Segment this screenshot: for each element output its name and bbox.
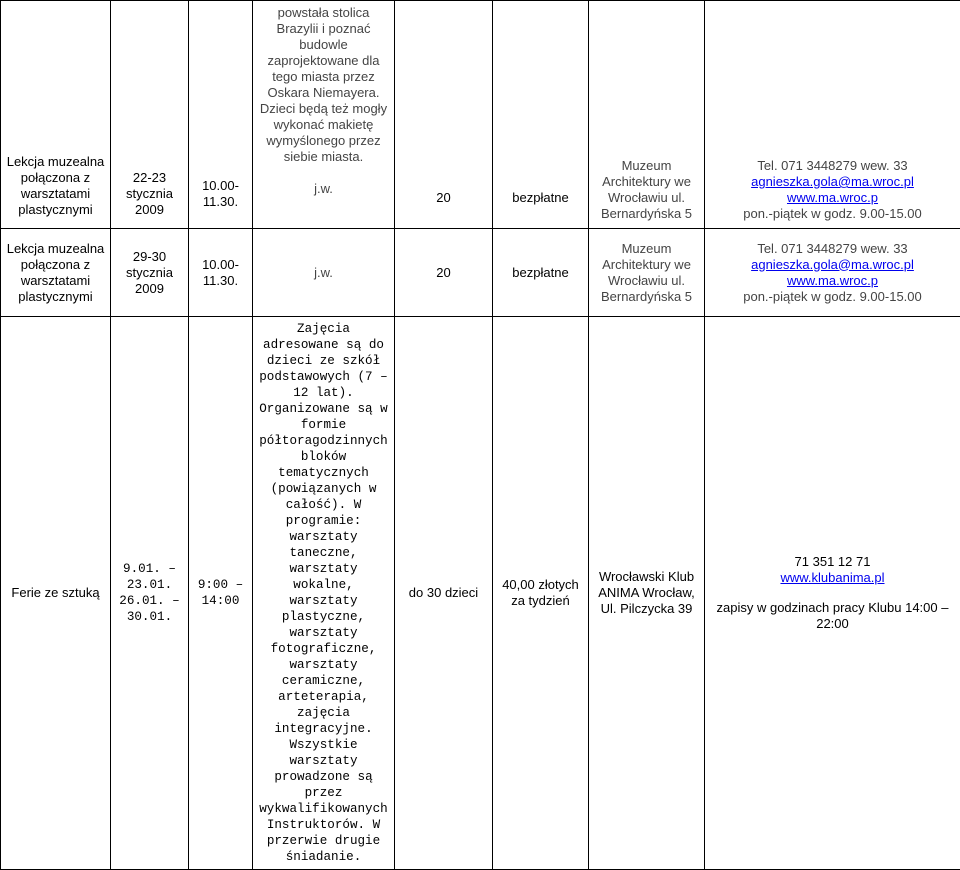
event-capacity: 20 <box>395 1 493 229</box>
event-age: j.w. <box>314 181 333 196</box>
event-venue: Muzeum Architektury we Wrocławiu ul. Bernardyńska 5 <box>589 1 705 229</box>
table-row <box>1 317 960 870</box>
contact-hours: zapisy w godzinach pracy Klubu 14:00 – 22:00 <box>709 600 956 632</box>
event-price: 40,00 złotych za tydzień <box>493 317 589 870</box>
event-dates: 29-30 stycznia 2009 <box>111 229 189 317</box>
event-name: Lekcja muzealna połączona z warsztatami plastycznymi <box>1 229 111 317</box>
event-price: bezpłatne <box>493 1 589 229</box>
description-text: powstała stolica Brazylii i poznać budowle zaprojektowane dla tego miasta przez Oskara Niemayera. Dzieci będą też mogły wykonać makietę wymyślonego przez siebie miasta. <box>257 5 390 165</box>
contact-email-link[interactable]: agnieszka.gola@ma.wroc.pl <box>709 174 956 190</box>
event-capacity: do 30 dzieci <box>395 317 493 870</box>
event-price: bezpłatne <box>493 229 589 317</box>
event-time: 10.00-11.30. <box>189 229 253 317</box>
contact-phone: Tel. 071 3448279 wew. 33 <box>709 241 956 257</box>
event-name: Lekcja muzealna połączona z warsztatami plastycznymi <box>1 1 111 229</box>
event-dates: 9.01. – 23.01. 26.01. – 30.01. <box>111 317 189 870</box>
event-contact <box>705 1 960 229</box>
event-dates: 22-23 stycznia 2009 <box>111 1 189 229</box>
event-description <box>253 1 395 229</box>
event-age: j.w. <box>253 229 395 317</box>
contact-email-link[interactable]: agnieszka.gola@ma.wroc.pl <box>709 257 956 273</box>
contact-hours: pon.-piątek w godz. 9.00-15.00 <box>709 289 956 305</box>
table-row <box>1 229 960 317</box>
contact-www-link[interactable]: www.ma.wroc.p <box>709 273 956 289</box>
contact-www-link[interactable]: www.ma.wroc.p <box>709 190 956 206</box>
event-time: 9:00 – 14:00 <box>189 317 253 870</box>
event-capacity: 20 <box>395 229 493 317</box>
event-description: Zajęcia adresowane są do dzieci ze szkół podstawowych (7 – 12 lat). Organizowane są w formie półtoragodzinnych bloków tematycznych (powiązanych w całość). W programie: warsztaty taneczne, warsztaty wokalne, warsztaty plastyczne, warsztaty fotograficzne, warsztaty ceramiczne, arteterapia, zajęcia integracyjne. Wszystkie warsztaty prowadzone są przez wykwalifikowanych Instruktorów. W przerwie drugie śniadanie. <box>253 317 395 870</box>
event-time: 10.00-11.30. <box>189 1 253 229</box>
contact-phone: 71 351 12 71 <box>709 554 956 570</box>
contact-phone: Tel. 071 3448279 wew. 33 <box>709 158 956 174</box>
event-venue: Wrocławski Klub ANIMA Wrocław, Ul. Pilczycka 39 <box>589 317 705 870</box>
contact-hours: pon.-piątek w godz. 9.00-15.00 <box>709 206 956 222</box>
event-contact <box>705 229 960 317</box>
event-venue: Muzeum Architektury we Wrocławiu ul. Bernardyńska 5 <box>589 229 705 317</box>
contact-www-link[interactable]: www.klubanima.pl <box>709 570 956 586</box>
event-contact <box>705 317 960 870</box>
table-row <box>1 1 960 229</box>
event-name: Ferie ze sztuką <box>1 317 111 870</box>
